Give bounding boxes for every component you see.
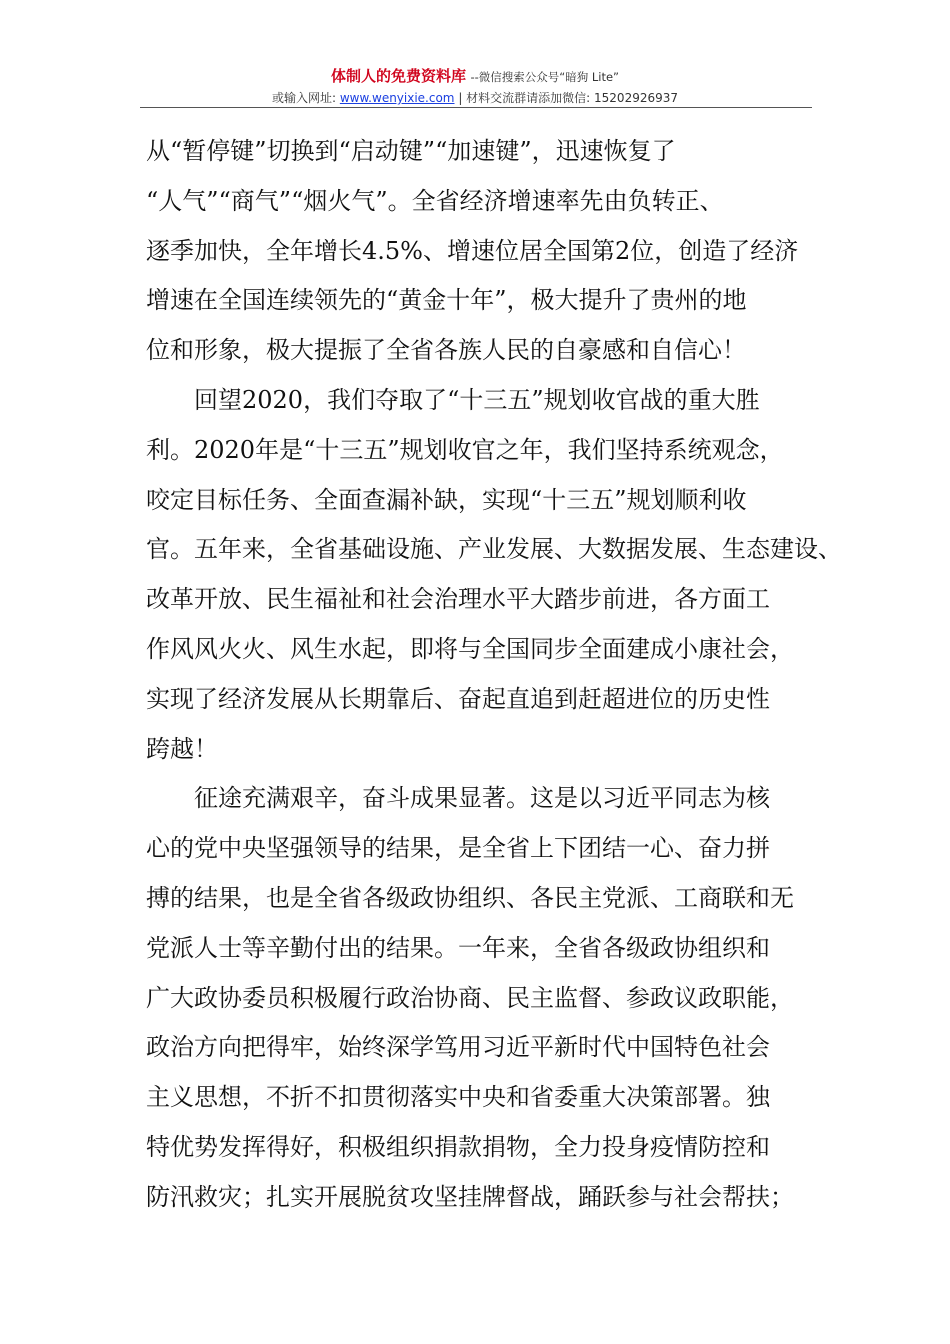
text-line: 政治方向把得牢，始终深学笃用习近平新时代中国特色社会 bbox=[146, 1033, 770, 1062]
text-line: “人气”“商气”“烟火气”。全省经济增速率先由负转正、 bbox=[146, 186, 724, 215]
text-line: 回望2020，我们夺取了“十三五”规划收官战的重大胜 bbox=[146, 385, 760, 414]
text-line: 跨越！ bbox=[146, 734, 218, 763]
text-line: 作风风火火、风生水起，即将与全国同步全面建成小康社会， bbox=[146, 634, 794, 663]
text-line: 搏的结果，也是全省各级政协组织、各民主党派、工商联和无 bbox=[146, 883, 794, 912]
header-banner bbox=[0, 66, 950, 87]
text-line: 增速在全国连续领先的“黄金十年”，极大提升了贵州的地 bbox=[146, 286, 747, 315]
text-line: 心的党中央坚强领导的结果，是全省上下团结一心、奋力拼 bbox=[146, 834, 770, 863]
text-line: 党派人士等辛勤付出的结果。一年来，全省各级政协组织和 bbox=[146, 933, 770, 962]
contact-info: | 材料交流群请添加微信: 15202926937 bbox=[454, 91, 679, 105]
header-divider bbox=[140, 107, 812, 108]
text-line: 改革开放、民生福祉和社会治理水平大踏步前进，各方面工 bbox=[146, 585, 770, 614]
text-line: 逐季加快，全年增长4.5%、增速位居全国第2位，创造了经济 bbox=[146, 236, 799, 265]
body-text bbox=[146, 127, 846, 1223]
text-line: 广大政协委员积极履行政治协商、民主监督、参政议政职能， bbox=[146, 983, 794, 1012]
text-line: 位和形象，极大提振了全省各族人民的自豪感和自信心！ bbox=[146, 336, 746, 365]
text-line: 官。五年来，全省基础设施、产业发展、大数据发展、生态建设、 bbox=[146, 535, 842, 564]
header-contact bbox=[0, 89, 950, 107]
url-prefix: 或输入网址: bbox=[271, 91, 340, 105]
brand-title: 体制人的免费资料库 bbox=[330, 67, 466, 85]
text-line: 实现了经济发展从长期靠后、奋起直追到赶超进位的历史性 bbox=[146, 684, 770, 713]
website-link[interactable]: www.wenyixie.com bbox=[339, 91, 455, 105]
text-line: 征途充满艰辛，奋斗成果显著。这是以习近平同志为核 bbox=[146, 784, 770, 813]
text-line: 从“暂停键”切换到“启动键”“加速键”，迅速恢复了 bbox=[146, 137, 676, 165]
text-line: 主义思想，不折不扣贯彻落实中央和省委重大决策部署。独 bbox=[146, 1083, 770, 1112]
text-line: 咬定目标任务、全面查漏补缺，实现“十三五”规划顺利收 bbox=[146, 485, 747, 514]
text-line: 利。2020年是“十三五”规划收官之年，我们坚持系统观念， bbox=[146, 435, 784, 464]
text-line: 防汛救灾；扎实开展脱贫攻坚挂牌督战，踊跃参与社会帮扶； bbox=[146, 1182, 794, 1211]
tagline: --微信搜索公众号“暗狗 Lite” bbox=[470, 70, 620, 84]
text-line: 特优势发挥得好，积极组织捐款捐物，全力投身疫情防控和 bbox=[146, 1132, 770, 1161]
